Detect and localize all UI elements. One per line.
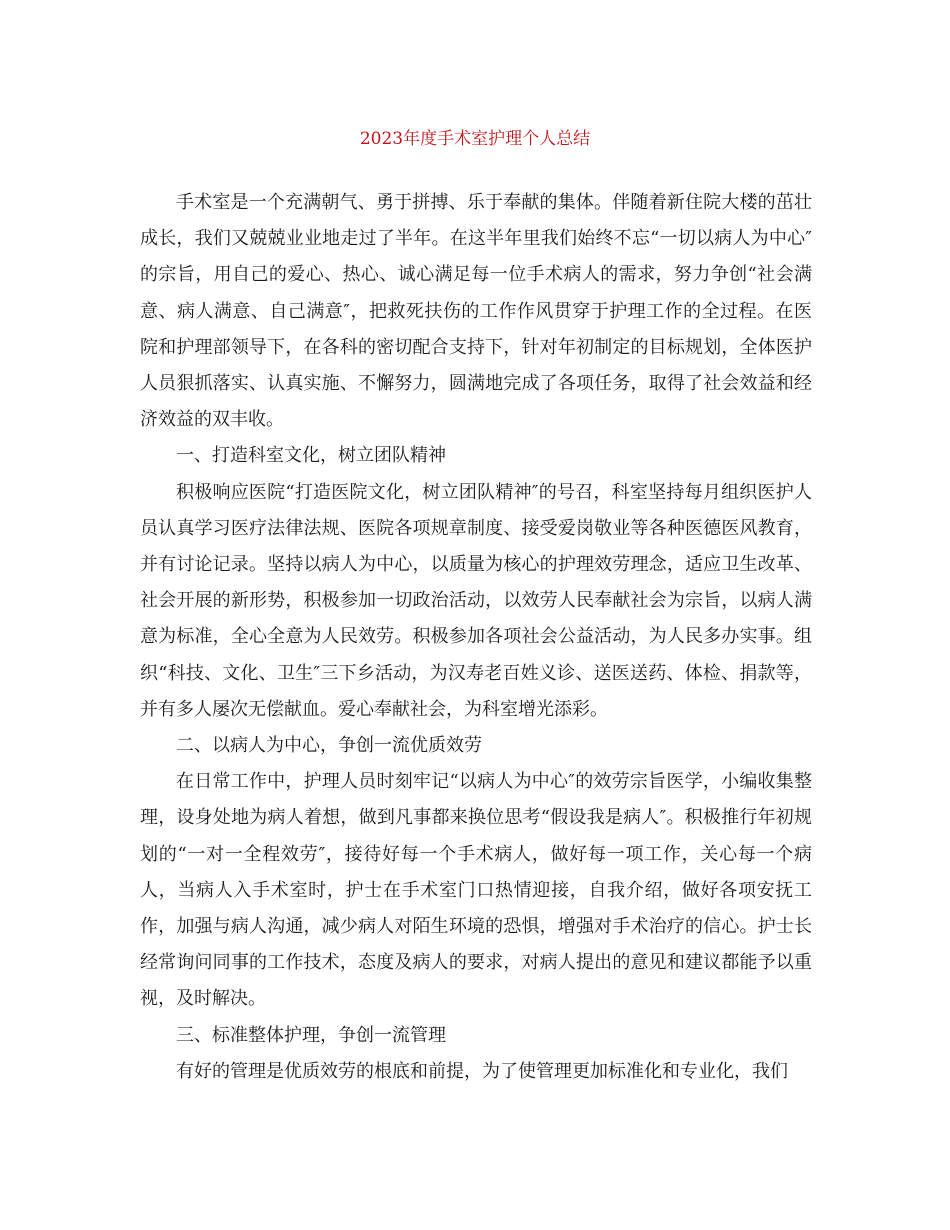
document-title: 2023年度手术室护理个人总结: [359, 129, 591, 149]
section-heading-1: 一、打造科室文化，树立团队精神: [176, 445, 446, 467]
paragraph-section-1: 积极响应医院“打造医院文化，树立团队精神″的号召，科室坚持每月组织医护人员认真学习医疗法律法规、医院各项规章制度、接受爱岗敬业等各种医德医风教育，并有讨论记录。坚持以病人为中心，以质量为核心的护理效劳理念，适应卫生改革、社会开展的新形势，积极参加一切政治活动，以效劳人民奉献社会为宗旨，以病人满意为标准，全心全意为人民效劳。积极参加各项社会公益活动，为人民多办实事。组织“科技、文化、卫生″三下乡活动，为汉寿老百姓义诊、送医送药、体检、捐款等，并有多人屡次无偿献血。爱心奉献社会，为科室增光添彩。: [140, 481, 812, 720]
paragraph-intro: 手术室是一个充满朝气、勇于拼搏、乐于奉献的集体。伴随着新住院大楼的茁壮成长，我们又兢兢业业地走过了半年。在这半年里我们始终不忘“一切以病人为中心″的宗旨，用自己的爱心、热心、诚心满足每一位手术病人的需求，努力争创“社会满意、病人满意、自己满意″，把救死扶伤的工作作风贯穿于护理工作的全过程。在医院和护理部领导下，在各科的密切配合支持下，针对年初制定的目标规划，全体医护人员狠抓落实、认真实施、不懈努力，圆满地完成了各项任务，取得了社会效益和经济效益的双丰收。: [140, 192, 812, 431]
section-heading-2: 二、以病人为中心，争创一流优质效劳: [176, 735, 482, 757]
document-body: [140, 185, 812, 1090]
section-heading-3: 三、标准整体护理，争创一流管理: [176, 1024, 446, 1046]
paragraph-section-2: 在日常工作中，护理人员时刻牢记“以病人为中心″的效劳宗旨医学，小编收集整理，设身处地为病人着想，做到凡事都来换位思考“假设我是病人″。积极推行年初规划的“一对一全程效劳″，接待好每一个手术病人，做好每一项工作，关心每一个病人，当病人入手术室时，护士在手术室门口热情迎接，自我介绍，做好各项安抚工作，加强与病人沟通，减少病人对陌生环境的恐惧，增强对手术治疗的信心。护士长经常询问同事的工作技术，态度及病人的要求，对病人提出的意见和建议都能予以重视，及时解决。: [140, 771, 812, 1010]
paragraph-section-3: 有好的管理是优质效劳的根底和前提，为了使管理更加标准化和专业化，我们: [176, 1060, 788, 1082]
